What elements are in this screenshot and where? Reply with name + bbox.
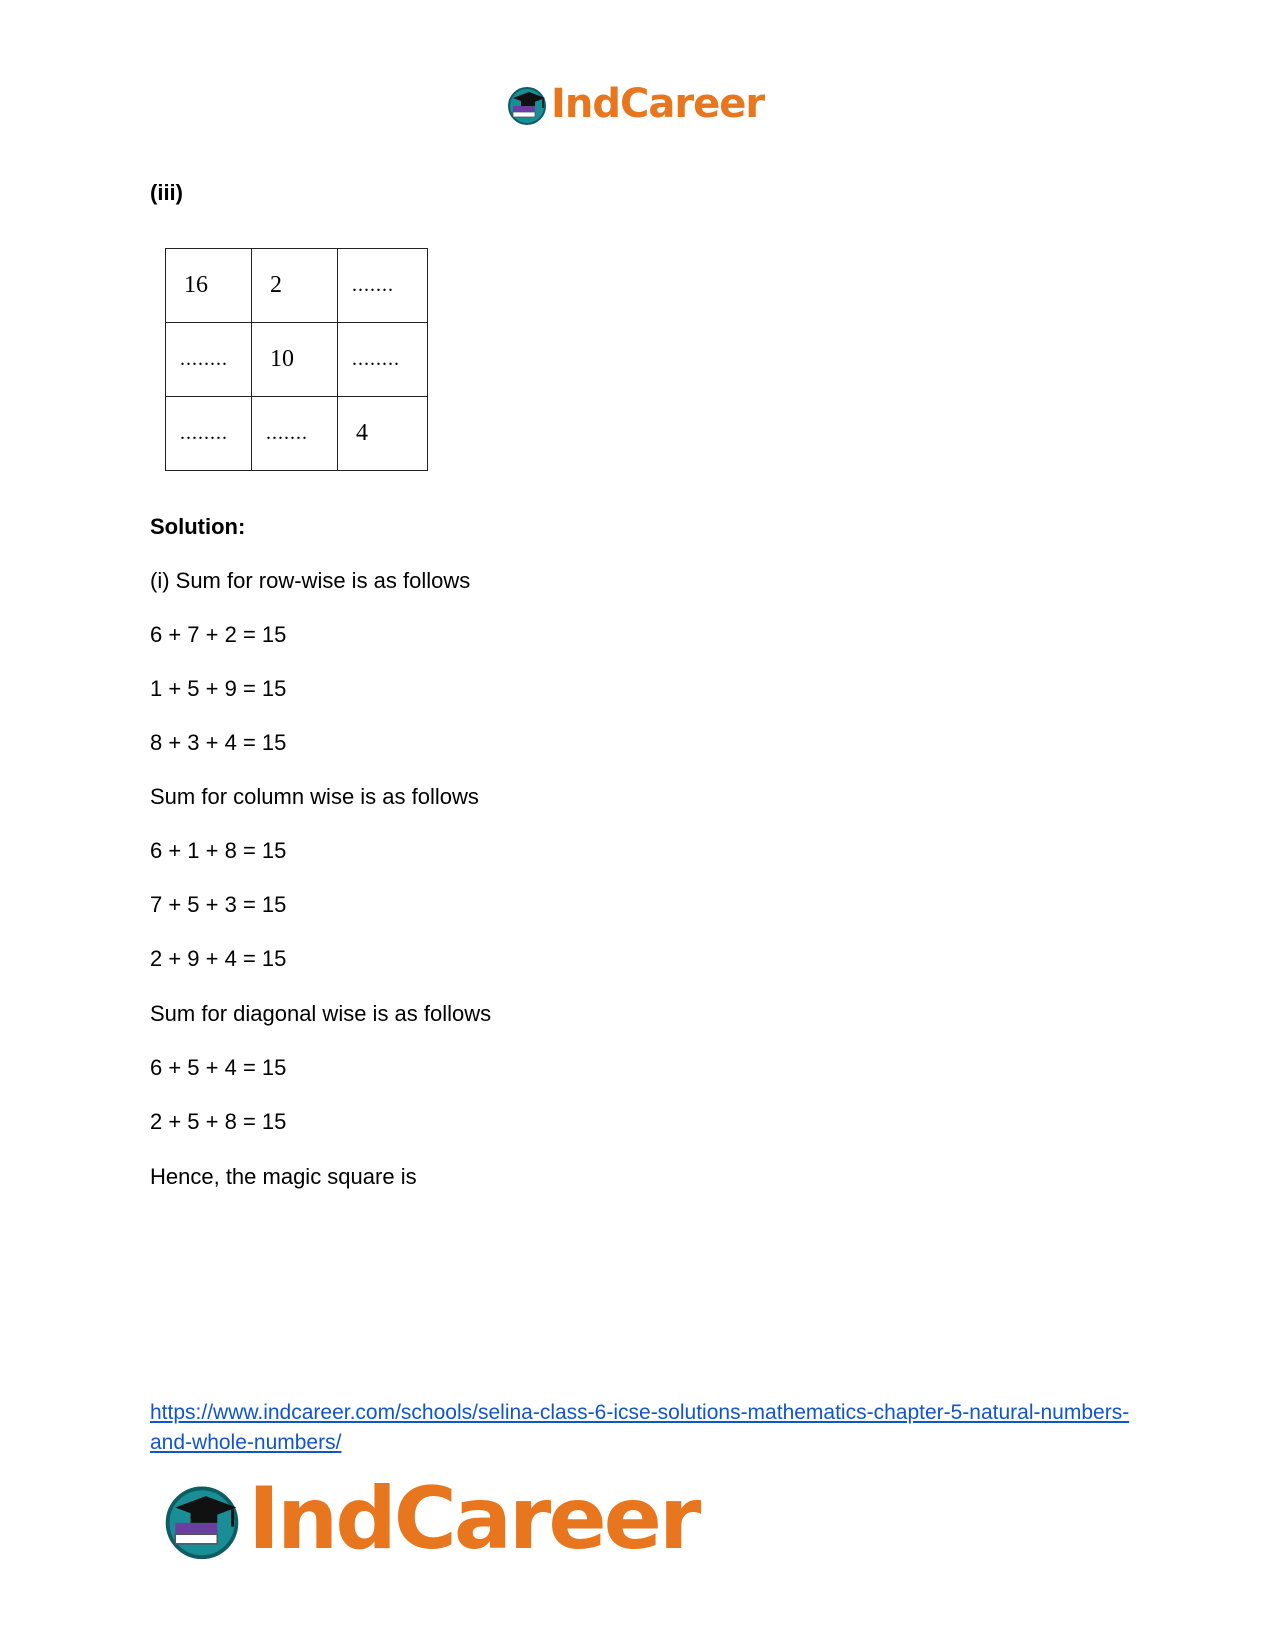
table-cell: ....... bbox=[252, 397, 338, 471]
table-cell: ........ bbox=[166, 323, 252, 397]
question-label: (iii) bbox=[150, 180, 183, 205]
solution-line: (i) Sum for row-wise is as follows bbox=[150, 568, 471, 593]
table-cell: ........ bbox=[166, 397, 252, 471]
table-row bbox=[166, 323, 428, 397]
solution-line: 2 + 5 + 8 = 15 bbox=[150, 1109, 287, 1134]
magic-square-table bbox=[165, 248, 428, 471]
solution-heading: Solution: bbox=[150, 514, 246, 539]
solution-line: 8 + 3 + 4 = 15 bbox=[150, 730, 287, 755]
table-cell: 10 bbox=[252, 323, 338, 397]
solution-line: 1 + 5 + 9 = 15 bbox=[150, 676, 287, 701]
solution-line: 6 + 7 + 2 = 15 bbox=[150, 622, 287, 647]
table-cell: 4 bbox=[338, 397, 428, 471]
table-row bbox=[166, 397, 428, 471]
solution-line: 7 + 5 + 3 = 15 bbox=[150, 892, 287, 917]
solution-line: Hence, the magic square is bbox=[150, 1164, 417, 1189]
solution-line: Sum for diagonal wise is as follows bbox=[150, 1001, 492, 1026]
table-cell: 2 bbox=[252, 249, 338, 323]
solution-line: Sum for column wise is as follows bbox=[150, 784, 479, 809]
book-graduation-cap-globe-icon bbox=[160, 1477, 244, 1561]
logo-wordmark: IndCareer bbox=[551, 81, 765, 127]
logo-wordmark: IndCareer bbox=[248, 1469, 699, 1569]
header-logo bbox=[505, 80, 764, 128]
book-graduation-cap-globe-icon bbox=[505, 82, 549, 126]
table-cell: ........ bbox=[338, 323, 428, 397]
source-link[interactable]: https://www.indcareer.com/schools/selina-class-6-icse-solutions-mathematics-chapter-5-natural-numbers-and-whole-numbers/ bbox=[150, 1401, 1130, 1454]
footer-logo bbox=[160, 1469, 699, 1569]
solution-line: 2 + 9 + 4 = 15 bbox=[150, 946, 287, 971]
table-row bbox=[166, 249, 428, 323]
solution-line: 6 + 1 + 8 = 15 bbox=[150, 838, 287, 863]
table-cell: ....... bbox=[338, 249, 428, 323]
table-cell: 16 bbox=[166, 249, 252, 323]
solution-line: 6 + 5 + 4 = 15 bbox=[150, 1055, 287, 1080]
